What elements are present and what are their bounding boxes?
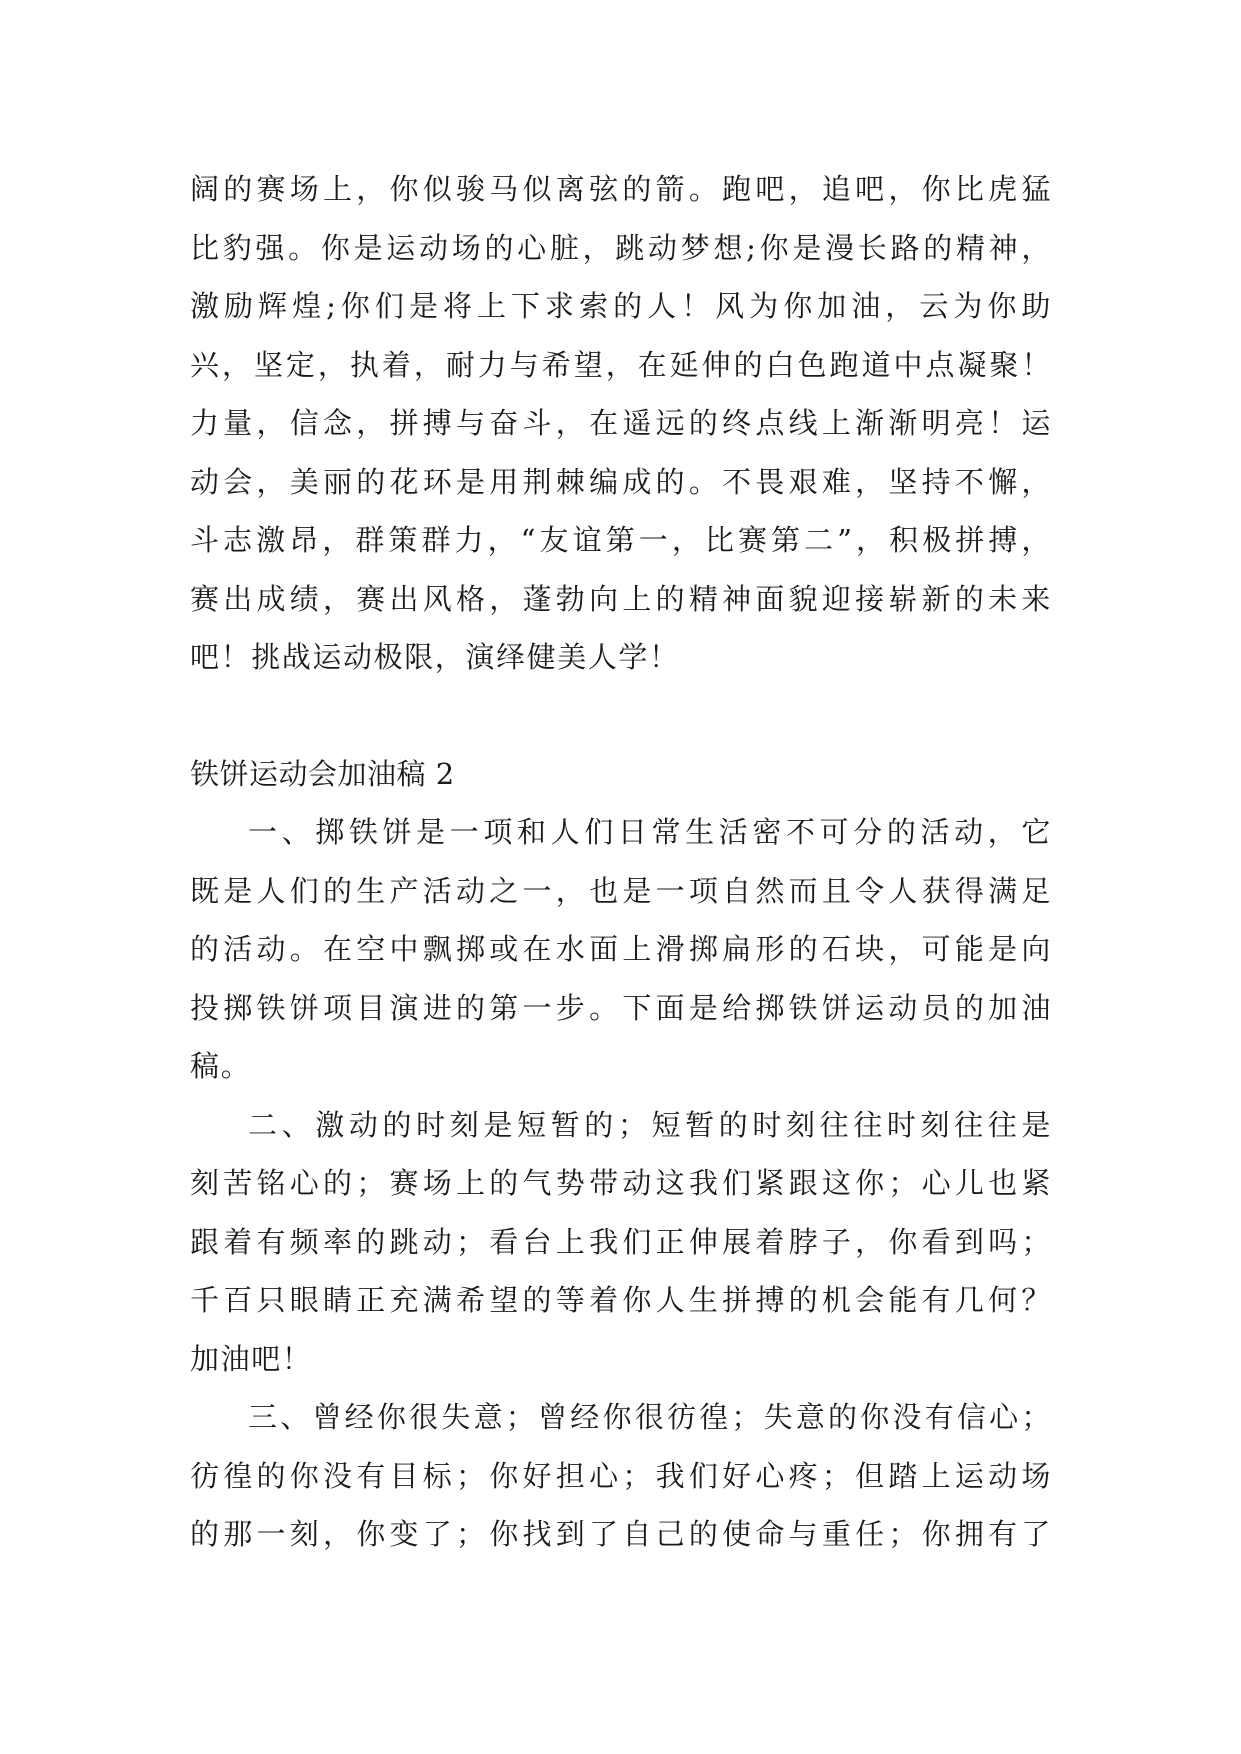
text-line: 兴，坚定，执着，耐力与希望，在延伸的白色跑道中点凝聚！ (190, 347, 1052, 382)
section-title: 铁饼运动会加油稿 2 (190, 756, 455, 791)
text-line: 刻苦铭心的；赛场上的气势带动这我们紧跟这你；心儿也紧 (190, 1166, 1052, 1200)
document-body (190, 160, 1052, 1564)
text-line: 投掷铁饼项目演进的第一步。下面是给掷铁饼运动员的加油 (190, 990, 1052, 1025)
text-line: 既是人们的生产活动之一，也是一项自然而且令人获得满足 (190, 873, 1052, 908)
text-line: 激励辉煌;你们是将上下求索的人！风为你加油，云为你助 (190, 289, 1052, 323)
text-line: 的活动。在空中飘掷或在水面上滑掷扁形的石块，可能是向 (190, 932, 1052, 966)
paragraph-2 (190, 1096, 1052, 1389)
text-line: 吧！挑战运动极限，演绎健美人学！ (190, 640, 680, 674)
text-line: 稿。 (190, 1049, 252, 1083)
text-line: 的那一刻，你变了；你找到了自己的使命与重任；你拥有了 (190, 1517, 1052, 1551)
text-line: 一、掷铁饼是一项和人们日常生活密不可分的活动，它 (248, 815, 1052, 849)
text-line: 赛出成绩，赛出风格，蓬勃向上的精神面貌迎接崭新的未来 (190, 581, 1052, 616)
text-line: 力量，信念，拼搏与奋斗，在遥远的终点线上渐渐明亮！运 (190, 406, 1052, 440)
text-line: 二、激动的时刻是短暂的；短暂的时刻往往时刻往往是 (248, 1107, 1052, 1142)
text-line: 比豹强。你是运动场的心脏，跳动梦想;你是漫长路的精神， (190, 230, 1052, 265)
paragraph-3 (190, 1388, 1052, 1564)
paragraph-1 (190, 803, 1052, 1096)
text-line: 彷徨的你没有目标；你好担心；我们好心疼；但踏上运动场 (190, 1458, 1052, 1493)
text-line: 阔的赛场上，你似骏马似离弦的箭。跑吧，追吧，你比虎猛 (190, 172, 1052, 206)
text-line: 千百只眼睛正充满希望的等着你人生拼搏的机会能有几何？ (190, 1283, 1052, 1317)
text-line: 三、曾经你很失意；曾经你很彷徨；失意的你没有信心； (248, 1400, 1052, 1434)
text-line: 跟着有频率的跳动；看台上我们正伸展着脖子，你看到吗； (190, 1224, 1052, 1259)
text-line: 动会，美丽的花环是用荆棘编成的。不畏艰难，坚持不懈， (190, 464, 1052, 499)
intro-paragraph (190, 160, 1052, 687)
text-line: 斗志激昂，群策群力，“友谊第一，比赛第二”，积极拼搏， (190, 523, 1052, 557)
text-line: 加油吧！ (190, 1341, 313, 1376)
